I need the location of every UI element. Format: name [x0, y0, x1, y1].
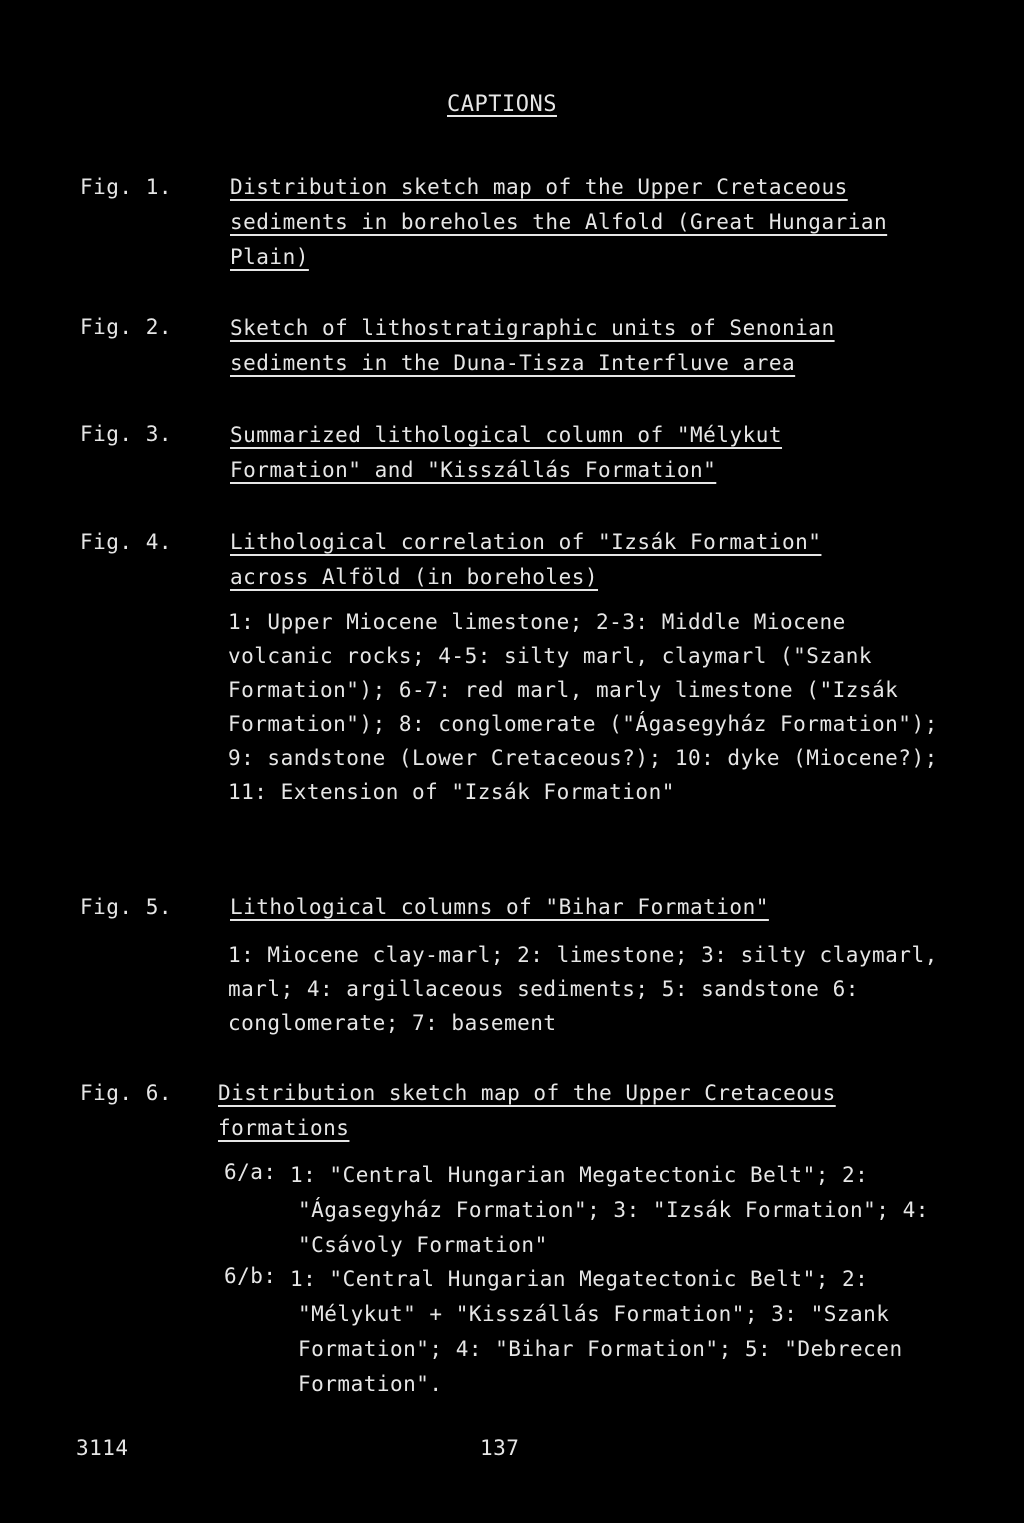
sub-text: 1: "Central Hungarian Megatectonic Belt"; 2: "Mélykut" + "Kisszállás Formation"; 3: "Szank Formation"; 4: "Bihar Formation"; 5: "Debrecen Formation". [290, 1267, 903, 1396]
figure-number: Fig. 6. [80, 1081, 173, 1105]
figure-caption: Distribution sketch map of the Upper Cretaceous formations [218, 1081, 836, 1140]
page-title: CAPTIONS [447, 92, 557, 117]
figure-caption: Lithological columns of "Bihar Formation" [230, 895, 769, 919]
figure-legend: 1: Miocene clay-marl; 2: limestone; 3: silty claymarl, marl; 4: argillaceous sediments; 5: sandstone 6: conglomerate; 7: basement [228, 943, 938, 1035]
figure-number: Fig. 4. [80, 530, 173, 554]
page-number: 137 [480, 1436, 520, 1460]
figure-number: Fig. 3. [80, 422, 173, 446]
figure-caption: Distribution sketch map of the Upper Cretaceous sediments in boreholes the Alfold (Great Hungarian Plain) [230, 175, 888, 269]
figure-number: Fig. 1. [80, 175, 173, 199]
sub-label: 6/b: [224, 1264, 277, 1288]
figure-legend: 1: Upper Miocene limestone; 2-3: Middle Miocene volcanic rocks; 4-5: silty marl, claymarl ("Szank Formation"); 6-7: red marl, marly limestone ("Izsák Formation"); 8: conglomerate ("Ágasegyház Formation"); 9: sandstone (Lower Cretaceous?); 10: dyke (Miocene?); 11: Extension of "Izsák Formation" [228, 610, 938, 804]
document-code: 3114 [76, 1436, 129, 1460]
figure-number: Fig. 5. [80, 895, 173, 919]
figure-number: Fig. 2. [80, 315, 173, 339]
figure-caption: Lithological correlation of "Izsák Formation" across Alföld (in boreholes) [230, 530, 822, 589]
sub-label: 6/a: [224, 1160, 277, 1184]
figure-caption: Sketch of lithostratigraphic units of Senonian sediments in the Duna-Tisza Interfluve area [230, 316, 835, 375]
sub-text: 1: "Central Hungarian Megatectonic Belt"; 2: "Ágasegyház Formation"; 3: "Izsák Formation"; 4: "Csávoly Formation" [290, 1163, 929, 1257]
figure-caption: Summarized lithological column of "Mélykut Formation" and "Kisszállás Formation" [230, 423, 783, 482]
